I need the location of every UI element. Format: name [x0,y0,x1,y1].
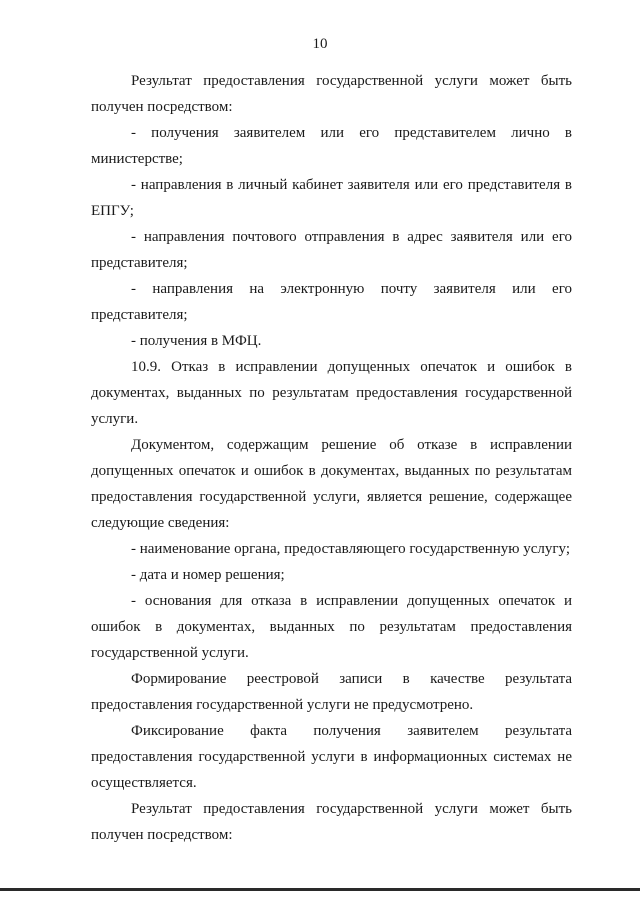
section-heading: 10.9. Отказ в исправлении допущенных опечаток и ошибок в документах, выданных по результатам предоставления государственной услуги. [91,359,572,427]
paragraph: Документом, содержащим решение об отказе в исправлении допущенных опечаток и ошибок в документах, выданных по результатам предоставления государственной услуги, является решение, содержащее следующие сведения: [91,437,572,531]
paragraph: Результат предоставления государственной услуги может быть получен посредством: [91,801,572,843]
paragraph: Результат предоставления государственной услуги может быть получен посредством: [91,73,572,115]
list-item: - наименование органа, предоставляющего государственную услугу; [131,541,570,557]
paragraph: Фиксирование факта получения заявителем результата предоставления государственной услуги в информационных системах не осуществляется. [91,723,572,791]
list-item: - получения в МФЦ. [131,333,262,349]
document-body [91,68,572,848]
list-item: - направления почтового отправления в адрес заявителя или его представителя; [91,229,572,271]
list-item: - основания для отказа в исправлении допущенных опечаток и ошибок в документах, выданных по результатам предоставления государственной услуги. [91,593,572,661]
list-item: - направления на электронную почту заявителя или его представителя; [91,281,572,323]
scan-edge-line [0,888,640,891]
list-item: - дата и номер решения; [131,567,285,583]
list-item: - получения заявителем или его представителем лично в министерстве; [91,125,572,167]
page-number: 10 [312,36,328,52]
list-item: - направления в личный кабинет заявителя или его представителя в ЕПГУ; [91,177,572,219]
paragraph: Формирование реестровой записи в качестве результата предоставления государственной услуги не предусмотрено. [91,671,572,713]
